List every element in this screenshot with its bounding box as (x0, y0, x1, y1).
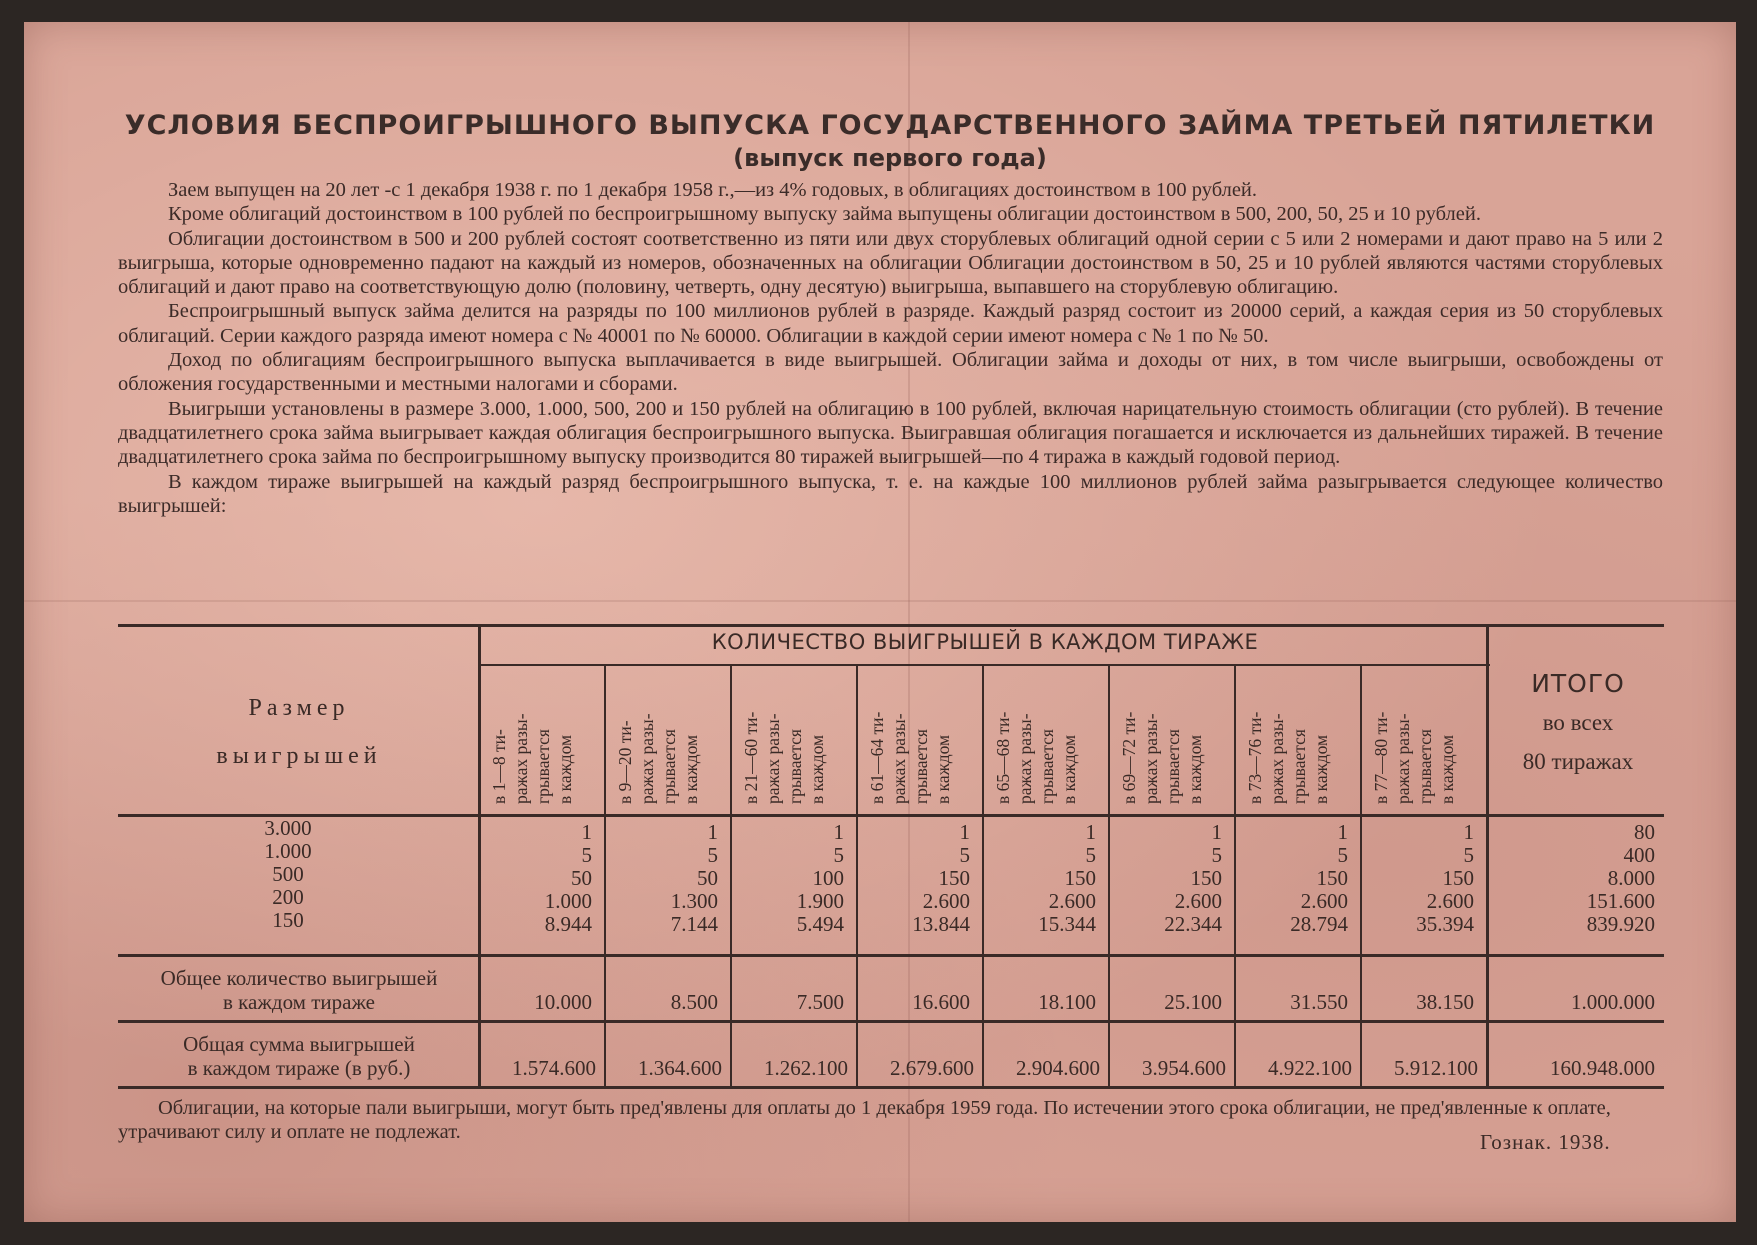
draw-range-header-line: в 77—80 ти- (1371, 711, 1391, 804)
draw-range-header-line: в 1—8 ти- (489, 729, 509, 804)
prize-total-cell: 151.600 (1586, 889, 1655, 913)
prize-count-cell: 1 (707, 820, 718, 844)
table-rule-count (118, 1020, 1664, 1023)
count-label (118, 966, 480, 1014)
draw-range-header (1112, 668, 1237, 808)
paragraph: Выигрыши установлены в размере 3.000, 1.000, 500, 200 и 150 рублей на облигацию в 100 рублей, включая нарицательную стоимость облигации (сто рублей). В течение двадцатилетнего срока займа выигрывает каждая облигация беспроигрышного выпуска. Выигравшая облигация погашается и исключается из дальнейших тиражей. В течение двадцатилетнего срока займа по беспроигрышному выпуску производится 80 тиражей выигрышей—по 4 тиража в каждый годовой период. (118, 397, 1663, 469)
prize-total-cell: 80 (1634, 820, 1655, 844)
draw-range-header-line: в 9—20 ти- (615, 720, 635, 804)
draw-range-header-line: ражах разы- (889, 713, 909, 804)
total-header-line: ИТОГО (1531, 669, 1625, 698)
prize-count-cell: 22.344 (1164, 912, 1222, 936)
draw-range-header-text (482, 668, 607, 808)
count-total-cell: 1.000.000 (1571, 990, 1655, 1014)
draw-range-header (1238, 668, 1363, 808)
count-label-line: в каждом тираже (223, 990, 375, 1014)
paragraph: Кроме облигаций достоинством в 100 рублей по беспроигрышному выпуску займа выпущены облигации достоинством в 500, 200, 50, 25 и 10 рублей. (168, 203, 1481, 226)
prize-count-cell: 5 (1085, 843, 1096, 867)
draw-range-header-line: грывается (1289, 729, 1309, 804)
draw-range-header-line: ражах разы- (637, 713, 657, 804)
prize-count-cell: 7.144 (670, 912, 718, 936)
draw-range-header-line: в каждом (807, 734, 827, 804)
count-cell: 38.150 (1416, 990, 1474, 1014)
prize-count-cell: 150 (1316, 866, 1348, 890)
draw-range-header-text (1112, 668, 1237, 808)
prize-count-cell: 50 (571, 866, 592, 890)
prize-count-cell: 50 (697, 866, 718, 890)
prize-size-cell: 150 (272, 908, 304, 932)
draw-range-header-line: ражах разы- (763, 713, 783, 804)
paragraph: Доход по облигациям беспроигрышного выпуска выплачивается в виде выигрышей. Облигации займа и доходы от них, в том числе выигрыши, освобождены от обложения государственными и местными налогами и сборами. (118, 349, 1663, 396)
draw-range-header-line: в каждом (555, 734, 575, 804)
prize-count-cell: 1.000 (544, 889, 592, 913)
count-cell: 25.100 (1164, 990, 1222, 1014)
prize-count-cell: 100 (812, 866, 844, 890)
prize-size-cell: 200 (272, 885, 304, 909)
draw-range-header (986, 668, 1111, 808)
prize-count-cell: 2.600 (922, 889, 970, 913)
conditions-text (118, 178, 1663, 518)
draw-range-header-text (608, 668, 733, 808)
prize-size-cell: 1.000 (264, 839, 312, 863)
sum-cell: 5.912.100 (1394, 1056, 1478, 1080)
count-label-line: Общее количество выигрышей (160, 966, 438, 990)
count-cell: 10.000 (534, 990, 592, 1014)
total-header-line: во всех (1542, 710, 1614, 735)
sum-total-cell: 160.948.000 (1550, 1056, 1655, 1080)
prize-count-cell: 2.600 (1174, 889, 1222, 913)
prize-total-cell: 400 (1623, 843, 1655, 867)
draw-range-header-line: в 73—76 ти- (1245, 711, 1265, 804)
total-header (1493, 664, 1663, 781)
prize-count-cell: 1 (1211, 820, 1222, 844)
prize-count-cell: 1 (1463, 820, 1474, 844)
draw-range-header-text (986, 668, 1111, 808)
prize-count-cell: 2.600 (1300, 889, 1348, 913)
draw-range-header-line: в 61—64 ти- (867, 711, 887, 804)
prize-count-cell: 150 (1442, 866, 1474, 890)
prize-count-cell: 28.794 (1290, 912, 1348, 936)
size-header-line: выигрышей (216, 743, 382, 769)
prize-count-cell: 1 (959, 820, 970, 844)
draw-range-header-line: грывается (533, 729, 553, 804)
size-header (118, 684, 480, 780)
document-title: УСЛОВИЯ БЕСПРОИГРЫШНОГО ВЫПУСКА ГОСУДАРСТВЕННОГО ЗАЙМА ТРЕТЬЕЙ ПЯТИЛЕТКИ (124, 110, 1656, 141)
sum-cell: 3.954.600 (1142, 1056, 1226, 1080)
prize-count-cell: 5 (1337, 843, 1348, 867)
draw-range-header-line: грывается (1163, 729, 1183, 804)
draw-range-header-line: в каждом (1059, 734, 1079, 804)
draw-range-header-line: в 65—68 ти- (993, 711, 1013, 804)
prize-count-cell: 1 (581, 820, 592, 844)
draw-range-header-text (1364, 668, 1489, 808)
draw-range-header-line: ражах разы- (1141, 713, 1161, 804)
prize-count-cell: 150 (1190, 866, 1222, 890)
sum-label (118, 1032, 480, 1080)
draw-range-header-line: в 21—60 ти- (741, 711, 761, 804)
sum-cell: 1.364.600 (638, 1056, 722, 1080)
prize-table (118, 624, 1664, 1089)
prize-count-cell: 5 (833, 843, 844, 867)
prize-count-cell: 2.600 (1426, 889, 1474, 913)
table-rule-top (118, 624, 1664, 627)
size-header-line: Размер (248, 695, 350, 721)
draw-range-header (482, 668, 607, 808)
quantity-header: КОЛИЧЕСТВО ВЫИГРЫШЕЙ В КАЖДОМ ТИРАЖЕ (711, 630, 1259, 654)
sum-label-line: Общая сумма выигрышей (183, 1032, 415, 1056)
table-rule-subheader (480, 664, 1490, 666)
sum-cell: 2.679.600 (890, 1056, 974, 1080)
draw-range-header-line: в каждом (681, 734, 701, 804)
prize-count-cell: 5.494 (796, 912, 844, 936)
paragraph: В каждом тираже выигрышей на каждый разряд беспроигрышного выпуска, т. е. на каждые 100 миллионов рублей займа разыгрывается следующее количество выигрышей: (118, 470, 1663, 517)
prize-size-cell: 3.000 (264, 816, 312, 840)
fold-line-horizontal (24, 600, 1736, 602)
draw-range-header (734, 668, 859, 808)
prize-count-cell: 5 (959, 843, 970, 867)
draw-range-header-line: в каждом (933, 734, 953, 804)
draw-range-header (1364, 668, 1489, 808)
count-cell: 18.100 (1038, 990, 1096, 1014)
count-cell: 31.550 (1290, 990, 1348, 1014)
document-subtitle: (выпуск первого года) (733, 144, 1047, 172)
draw-range-header-line: грывается (911, 729, 931, 804)
prize-count-cell: 5 (1211, 843, 1222, 867)
draw-range-header-text (860, 668, 985, 808)
draw-range-header-line: грывается (785, 729, 805, 804)
draw-range-header-line: ражах разы- (1393, 713, 1413, 804)
draw-range-header (860, 668, 985, 808)
sum-cell: 4.922.100 (1268, 1056, 1352, 1080)
prize-count-cell: 1.900 (796, 889, 844, 913)
prize-total-cell: 839.920 (1586, 912, 1655, 936)
draw-range-header-line: ражах разы- (1015, 713, 1035, 804)
draw-range-header-text (1238, 668, 1363, 808)
paragraph: Облигации достоинством в 500 и 200 рублей состоят соответственно из пяти или двух сторублевых облигаций одной серии с 5 или 2 номерами и дают право на 5 или 2 выигрыша, которые одновременно падают на каждый из номеров, обозначенных на облигации Облигации достоинством в 50, 25 и 10 рублей являются частями сторублевых облигаций и дают право на соответствующую долю (половину, четверть, одну десятую) выигрыша, выпавшего на сторублевую облигацию. (118, 227, 1663, 299)
total-header-line: 80 тиражах (1522, 749, 1634, 774)
prize-count-cell: 150 (1064, 866, 1096, 890)
sum-cell: 1.262.100 (764, 1056, 848, 1080)
sum-cell: 1.574.600 (512, 1056, 596, 1080)
count-cell: 7.500 (796, 990, 844, 1014)
count-cell: 16.600 (912, 990, 970, 1014)
draw-range-header-text (734, 668, 859, 808)
draw-range-header-line: в каждом (1311, 734, 1331, 804)
draw-range-header-line: грывается (659, 729, 679, 804)
prize-count-cell: 13.844 (912, 912, 970, 936)
count-cell: 8.500 (670, 990, 718, 1014)
draw-range-header-line: в каждом (1185, 734, 1205, 804)
prize-count-cell: 8.944 (544, 912, 592, 936)
paragraph: Беспроигрышный выпуск займа делится на разряды по 100 миллионов рублей в разряде. Каждый разряд состоит из 20000 серий, а каждая серия из 50 сторублевых облигаций. Серии каждого разряда имеют номера с № 40001 по № 60000. Облигации в каждой серии имеют номера с № 1 по № 50. (118, 300, 1663, 347)
prize-count-cell: 1 (1337, 820, 1348, 844)
sum-label-line: в каждом тираже (в руб.) (187, 1056, 411, 1080)
table-rule-bottom (118, 1086, 1664, 1089)
table-rule-rows (118, 954, 1664, 957)
paragraph: Заем выпущен на 20 лет -с 1 декабря 1938 г. по 1 декабря 1958 г.,—из 4% годовых, в облигациях достоинством в 100 рублей. (168, 179, 1258, 201)
imprint: Гознак. 1938. (1480, 1130, 1611, 1154)
prize-count-cell: 15.344 (1038, 912, 1096, 936)
prize-count-cell: 1 (1085, 820, 1096, 844)
prize-count-cell: 35.394 (1416, 912, 1474, 936)
draw-range-header-line: ражах разы- (511, 713, 531, 804)
footer-note: Облигации, на которые пали выигрыши, могут быть пред'явлены для оплаты до 1 декабря 1959 года. По истечении этого срока облигации, не пред'явленные к оплате, утрачивают силу и оплате не подлежат. (118, 1097, 1611, 1143)
prize-size-cell: 500 (272, 862, 304, 886)
prize-count-cell: 2.600 (1048, 889, 1096, 913)
draw-range-header-line: в каждом (1437, 734, 1457, 804)
draw-range-header-line: грывается (1415, 729, 1435, 804)
prize-count-cell: 5 (707, 843, 718, 867)
draw-range-header-line: ражах разы- (1267, 713, 1287, 804)
prize-count-cell: 1 (833, 820, 844, 844)
draw-range-header (608, 668, 733, 808)
table-rule-header (118, 814, 1664, 817)
prize-count-cell: 5 (581, 843, 592, 867)
sum-cell: 2.904.600 (1016, 1056, 1100, 1080)
prize-count-cell: 1.300 (670, 889, 718, 913)
draw-range-header-line: грывается (1037, 729, 1057, 804)
prize-total-cell: 8.000 (1607, 866, 1655, 890)
prize-count-cell: 5 (1463, 843, 1474, 867)
prize-count-cell: 150 (938, 866, 970, 890)
draw-range-header-line: в 69—72 ти- (1119, 711, 1139, 804)
